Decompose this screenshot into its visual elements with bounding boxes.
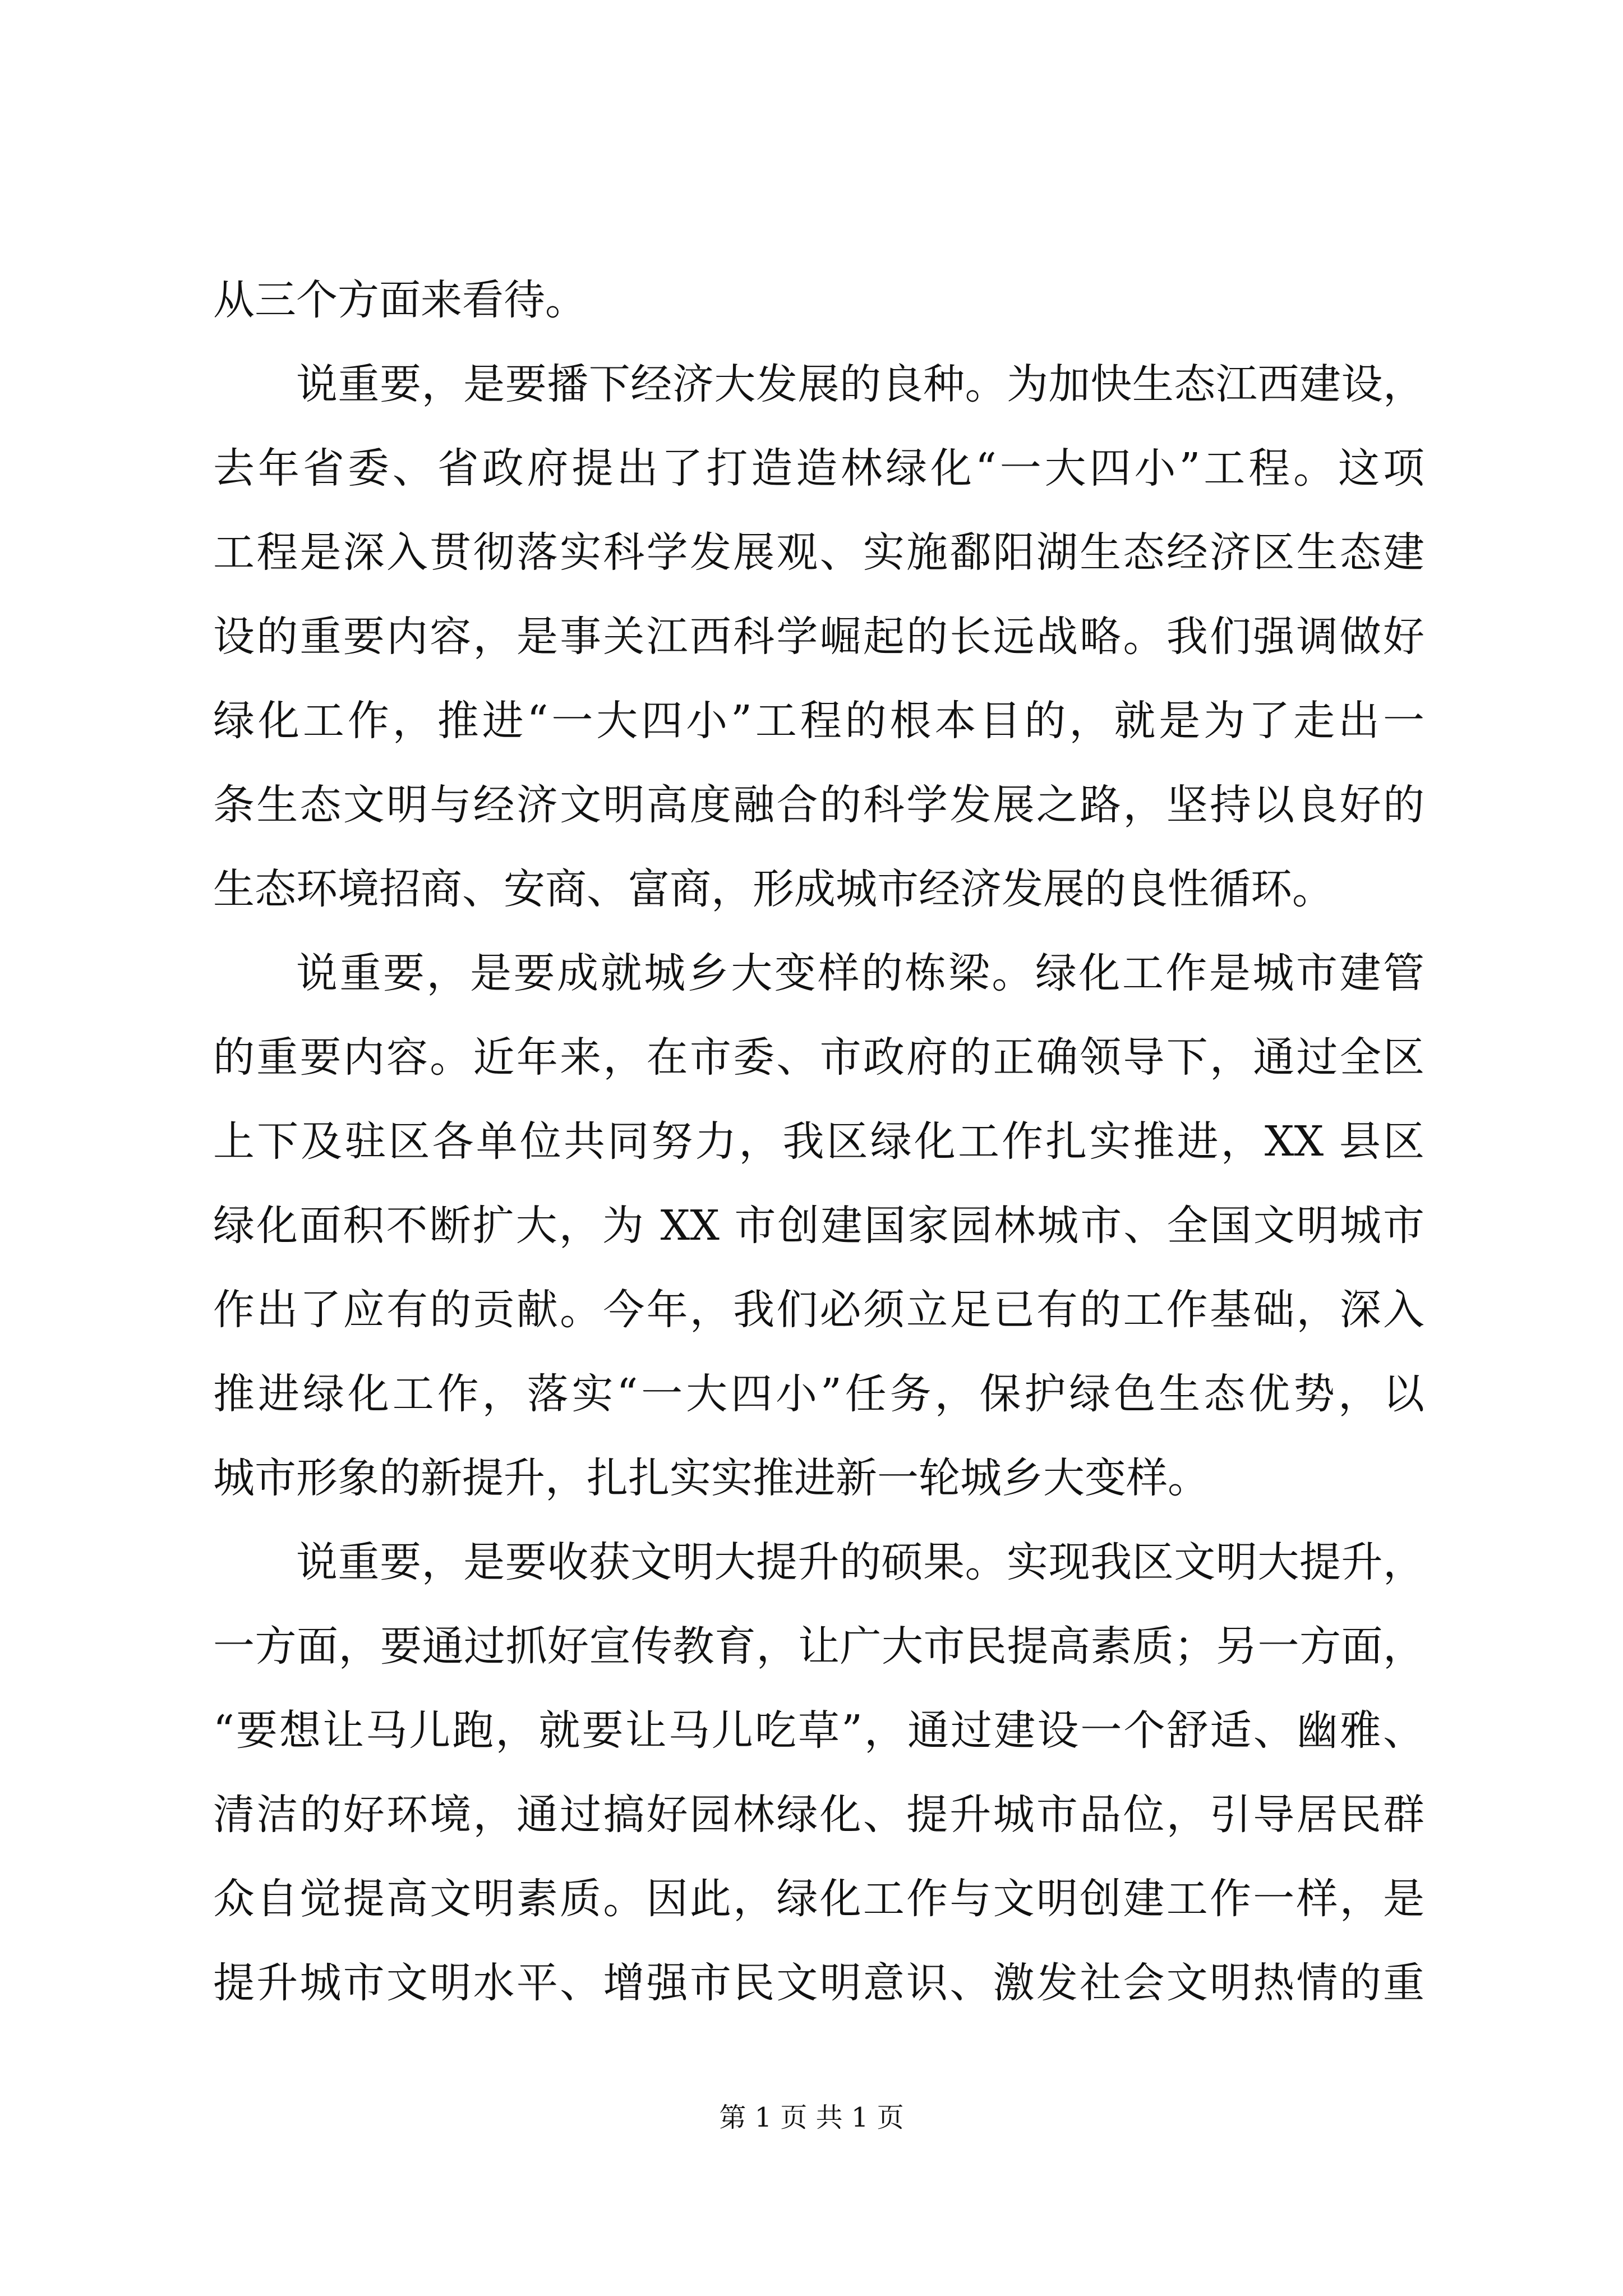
text-line: 生态环境招商、安商、富商，形成城市经济发展的良性循环。 [213,865,1334,913]
text-line: “要想让马儿跑，就要让马儿吃草”，通过建设一个舒适、幽雅、 [213,1706,1424,1755]
text-line: 作出了应有的贡献。今年，我们必须立足已有的工作基础，深入 [213,1286,1424,1334]
text-line: 绿化工作，推进“一大四小”工程的根本目的，就是为了走出一 [213,697,1424,745]
text-line: 众自觉提高文明素质。因此，绿化工作与文明创建工作一样，是 [213,1875,1424,1923]
text-line: 清洁的好环境，通过搞好园林绿化、提升城市品位，引导居民群 [213,1791,1424,1839]
text-line: 的重要内容。近年来，在市委、市政府的正确领导下，通过全区 [213,1033,1424,1082]
text-line: 工程是深入贯彻落实科学发展观、实施鄱阳湖生态经济区生态建 [213,528,1424,577]
page-footer: 第 1 页 共 1 页 [719,2102,904,2133]
document-body [213,258,1424,2025]
text-line: 提升城市文明水平、增强市民文明意识、激发社会文明热情的重 [213,1959,1424,2007]
text-line: 设的重要内容，是事关江西科学崛起的长远战略。我们强调做好 [213,613,1424,661]
text-line: 条生态文明与经济文明高度融合的科学发展之路，坚持以良好的 [213,781,1424,829]
text-line: 一方面，要通过抓好宣传教育，让广大市民提高素质；另一方面， [213,1622,1424,1671]
text-line: 城市形象的新提升，扎扎实实推进新一轮城乡大变样。 [213,1454,1209,1502]
text-line: 上下及驻区各单位共同努力，我区绿化工作扎实推进，XX 县区 [213,1117,1424,1166]
text-line: 推进绿化工作，落实“一大四小”任务，保护绿色生态优势，以 [213,1370,1424,1418]
paragraph-first-line: 说重要，是要播下经济大发展的良种。为加快生态江西建设， [296,360,1424,408]
text-line: 从三个方面来看待。 [213,276,587,324]
text-line: 去年省委、省政府提出了打造造林绿化“一大四小”工程。这项 [213,444,1424,493]
text-line: 绿化面积不断扩大，为 XX 市创建国家园林城市、全国文明城市 [213,1202,1424,1250]
paragraph-first-line: 说重要，是要收获文明大提升的硕果。实现我区文明大提升， [296,1538,1424,1586]
paragraph-first-line: 说重要，是要成就城乡大变样的栋梁。绿化工作是城市建管 [296,949,1424,997]
